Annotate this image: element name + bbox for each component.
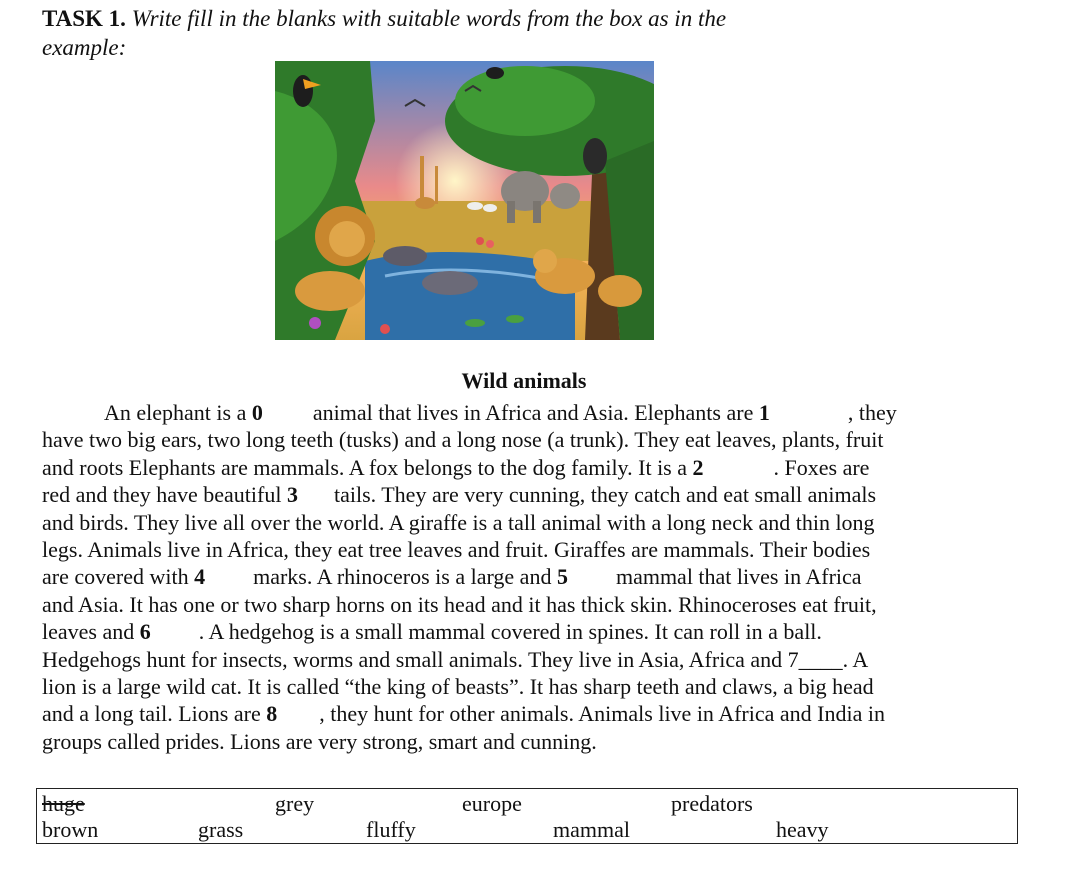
passage-text-segment: . A hedgehog is a small mammal covered in spines. It can roll in a ball.	[198, 619, 822, 645]
passage-text-segment: animal that lives in Africa and Asia. Elephants are	[312, 400, 759, 425]
blank-number: 0	[251, 400, 263, 425]
passage-text-segment: Hedgehogs hunt for insects, worms and small animals. They live in Asia, Africa and 7____. A	[42, 646, 869, 672]
passage-line	[42, 646, 1012, 673]
blank-number: 4	[194, 564, 206, 590]
passage-text-segment: and a long tail. Lions are	[42, 701, 267, 727]
passage-line	[42, 426, 1012, 453]
word-mammal: mammal	[553, 817, 630, 842]
jungle-animals-picture	[275, 61, 654, 340]
passage-text-segment: An elephant is a	[104, 400, 252, 425]
passage-text	[42, 399, 1012, 755]
jungle-illustration	[275, 61, 654, 340]
passage-line	[42, 700, 1012, 727]
blank-number: 5	[556, 564, 568, 590]
blank-number: 3	[286, 482, 298, 508]
task-header	[42, 4, 822, 62]
passage-line	[42, 591, 1012, 618]
passage-title: Wild animals	[461, 368, 587, 393]
word-fluffy: fluffy	[366, 817, 416, 842]
passage-line	[42, 536, 1012, 563]
task-label: TASK 1.	[42, 6, 126, 31]
passage-text-segment: legs. Animals live in Africa, they eat tree leaves and fruit. Giraffes are mammals. Their bodies	[42, 536, 871, 562]
passage-text-segment: groups called prides. Lions are very strong, smart and cunning.	[42, 728, 597, 754]
passage-line	[42, 618, 1012, 645]
passage-text-segment: , they	[847, 400, 897, 425]
word-brown: brown	[42, 817, 99, 842]
passage-text-segment: , they hunt for other animals. Animals live in Africa and India in	[319, 701, 885, 727]
blank-number: 6	[139, 619, 151, 645]
passage-text-segment: and roots Elephants are mammals. A fox belongs to the dog family. It is a	[42, 454, 693, 480]
task-instruction-line2: example:	[42, 35, 127, 60]
passage-line	[42, 728, 1012, 755]
blank-number: 2	[692, 454, 704, 480]
passage-text-segment: leaves and	[42, 619, 140, 645]
passage-text-segment: lion is a large wild cat. It is called “the king of beasts”. It has sharp teeth and claws, a big head	[42, 673, 874, 699]
word-heavy: heavy	[776, 817, 829, 842]
passage-line	[42, 673, 1012, 700]
passage-text-segment: marks. A rhinoceros is a large and	[253, 564, 557, 590]
task-instruction: Write fill in the blanks with suitable words from the box as in the	[131, 6, 727, 31]
passage-text-segment: tails. They are very cunning, they catch and eat small animals	[333, 482, 877, 508]
blank-number: 8	[266, 701, 278, 727]
passage-text-segment: . Foxes are	[773, 454, 870, 480]
passage-text-segment: have two big ears, two long teeth (tusks) and a long nose (a trunk). They eat leaves, plants, fruit	[42, 427, 884, 453]
passage-text-segment: mammal that lives in Africa	[615, 564, 862, 590]
word-europe: europe	[462, 791, 522, 816]
passage-line	[42, 563, 1012, 590]
passage-line	[42, 454, 1012, 481]
word-grass: grass	[198, 817, 244, 842]
passage-text-segment: and Asia. It has one or two sharp horns on its head and it has thick skin. Rhinoceroses eat fruit,	[42, 591, 877, 617]
word-grey: grey	[275, 791, 315, 816]
passage-text-segment: and birds. They live all over the world. A giraffe is a tall animal with a long neck and thin long	[42, 509, 875, 535]
word-predators: predators	[671, 791, 753, 816]
word-huge: huge	[42, 791, 85, 816]
passage-line	[42, 481, 1012, 508]
word-box	[36, 788, 1018, 844]
passage-line	[42, 399, 1012, 426]
blank-number: 1	[758, 400, 770, 425]
passage-line	[42, 509, 1012, 536]
passage-text-segment: are covered with	[42, 564, 195, 590]
passage-text-segment: red and they have beautiful	[42, 482, 287, 508]
